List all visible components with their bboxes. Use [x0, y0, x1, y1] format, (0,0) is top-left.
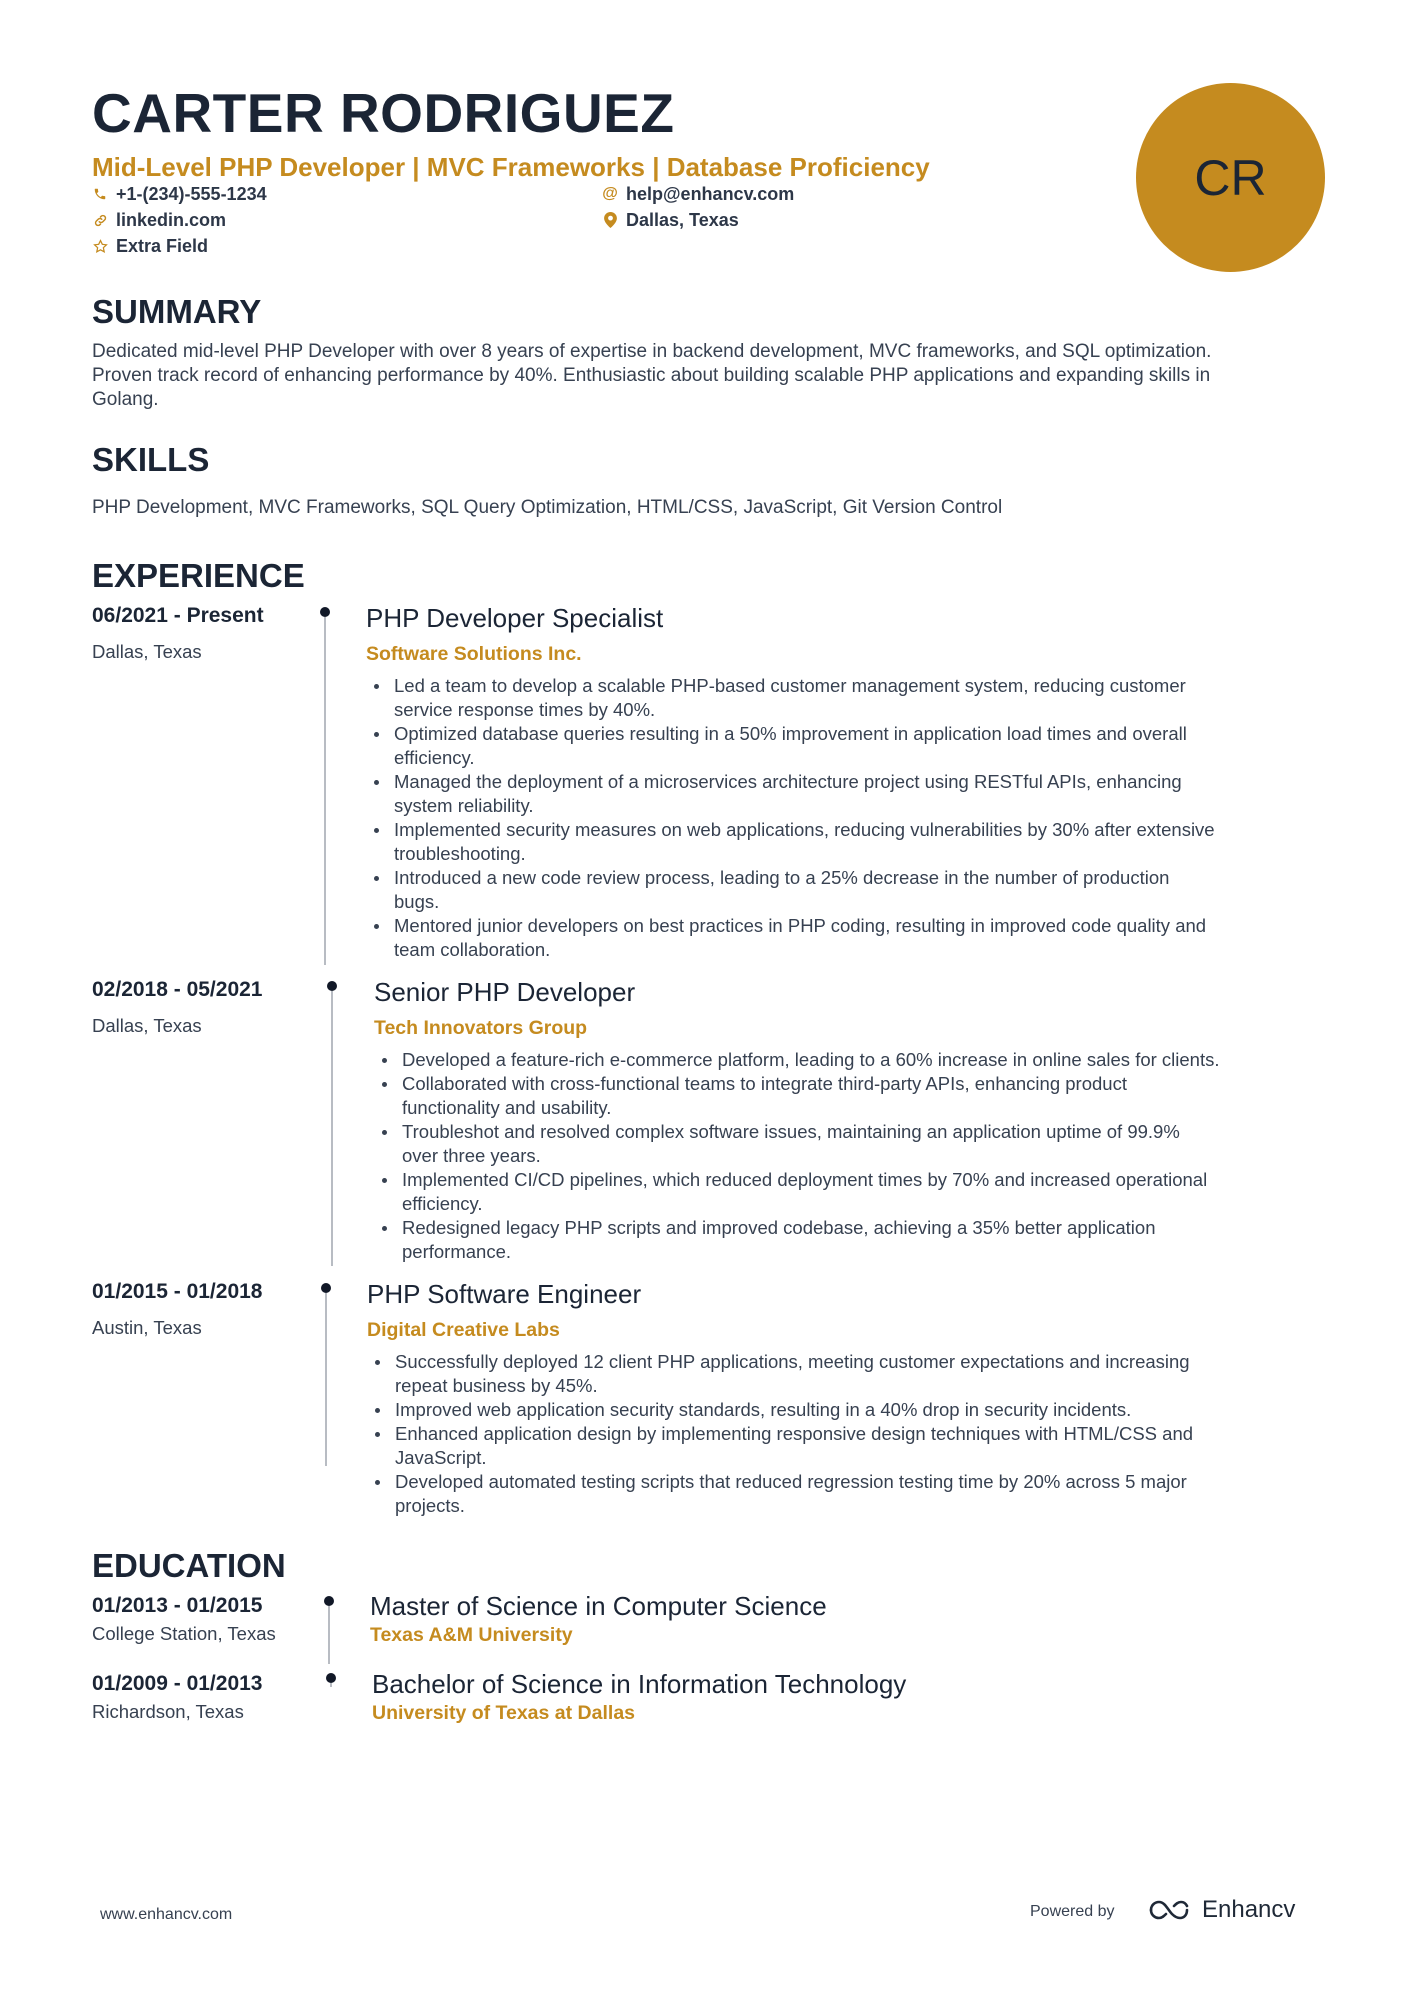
education-location: Richardson, Texas: [92, 1701, 244, 1722]
brand-logo[interactable]: [1148, 1896, 1295, 1924]
contact-email[interactable]: [602, 182, 794, 206]
job-bullets: [374, 1048, 1336, 1264]
timeline-dot: [321, 1283, 331, 1293]
candidate-name: CARTER RODRIGUEZ: [92, 82, 675, 144]
job-role: PHP Software Engineer: [367, 1279, 642, 1309]
bullet-item: Developed automated testing scripts that reduced regression testing time by 20% across 5 major projects.: [367, 1470, 1335, 1518]
location-text: Dallas, Texas: [626, 210, 739, 230]
timeline-line: [331, 991, 333, 1266]
education-location: College Station, Texas: [92, 1623, 276, 1644]
bullet-item: Improved web application security standards, resulting in a 40% drop in security incidents.: [367, 1398, 1335, 1422]
education-school: University of Texas at Dallas: [372, 1702, 636, 1724]
bullet-item: Mentored junior developers on best practices in PHP coding, resulting in improved code quality and team collaboration.: [366, 914, 1336, 962]
job-location: Austin, Texas: [92, 1317, 202, 1338]
job-location: Dallas, Texas: [92, 1015, 202, 1036]
education-degree: Bachelor of Science in Information Technology: [372, 1669, 907, 1699]
bullet-item: Enhanced application design by implementing responsive design techniques with HTML/CSS and JavaScript.: [367, 1422, 1335, 1470]
footer-url[interactable]: www.enhancv.com: [100, 1906, 233, 1923]
timeline-line: [328, 1606, 330, 1664]
contact-linkedin[interactable]: [92, 208, 226, 232]
timeline-dot: [326, 1673, 336, 1683]
enhancv-logo-icon: [1148, 1898, 1194, 1922]
education-school: Texas A&M University: [370, 1624, 573, 1646]
phone-text: +1-(234)-555-1234: [116, 184, 267, 204]
link-icon: [92, 212, 108, 228]
timeline-line: [324, 617, 326, 965]
bullet-item: Collaborated with cross-functional teams to integrate third-party APIs, enhancing product functionality and usability.: [374, 1072, 1336, 1120]
contact-location: [602, 208, 739, 232]
location-pin-icon: [602, 212, 618, 228]
summary-line: Dedicated mid-level PHP Developer with over 8 years of expertise in backend development, MVC frameworks, and SQL optimization.: [92, 341, 1212, 362]
contact-phone[interactable]: [92, 182, 267, 206]
avatar-initials: CR: [1194, 149, 1267, 206]
job-dates: 02/2018 - 05/2021: [92, 978, 263, 1001]
education-degree: Master of Science in Computer Science: [370, 1591, 827, 1621]
linkedin-text: linkedin.com: [116, 210, 227, 230]
bullet-item: Introduced a new code review process, leading to a 25% decrease in the number of production bugs.: [366, 866, 1336, 914]
summary-heading: SUMMARY: [92, 293, 262, 330]
job-location: Dallas, Texas: [92, 641, 202, 662]
timeline-dot: [320, 607, 330, 617]
bullet-item: Optimized database queries resulting in a 50% improvement in application load times and overall efficiency.: [366, 722, 1336, 770]
job-role: PHP Developer Specialist: [366, 603, 664, 633]
email-text: help@enhancv.com: [626, 184, 795, 204]
bullet-item: Implemented security measures on web applications, reducing vulnerabilities by 30% after extensive troubleshooting.: [366, 818, 1336, 866]
timeline-line: [330, 1683, 332, 1687]
bullet-item: Successfully deployed 12 client PHP applications, meeting customer expectations and increasing repeat business by 45%.: [367, 1350, 1335, 1398]
education-meta: [92, 1592, 276, 1646]
extra-text: Extra Field: [116, 236, 209, 256]
powered-by-label: Powered by: [1030, 1903, 1115, 1920]
bullet-item: Implemented CI/CD pipelines, which reduced deployment times by 70% and increased operational efficiency.: [374, 1168, 1336, 1216]
job-company: Digital Creative Labs: [367, 1319, 560, 1341]
bullet-item: Redesigned legacy PHP scripts and improved codebase, achieving a 35% better application performance.: [374, 1216, 1336, 1264]
brand-name: Enhancv: [1202, 1896, 1296, 1923]
job-meta: [92, 1278, 262, 1340]
job-bullets: [366, 674, 1336, 962]
bullet-item: Led a team to develop a scalable PHP-based customer management system, reducing customer service response times by 40%.: [366, 674, 1336, 722]
education-heading: EDUCATION: [92, 1547, 286, 1584]
timeline-dot: [324, 1596, 334, 1606]
education-dates: 01/2009 - 01/2013: [92, 1672, 263, 1695]
at-icon: @: [602, 185, 618, 202]
summary-text: [92, 340, 1332, 412]
avatar: [1136, 83, 1325, 272]
experience-heading: EXPERIENCE: [92, 557, 305, 594]
job-meta: [92, 602, 264, 664]
summary-line: Golang.: [92, 389, 159, 410]
candidate-title: Mid-Level PHP Developer | MVC Frameworks | Database Proficiency: [92, 152, 930, 182]
bullet-item: Troubleshot and resolved complex software issues, maintaining an application uptime of 99.9% over three years.: [374, 1120, 1336, 1168]
job-role: Senior PHP Developer: [374, 977, 636, 1007]
summary-line: Proven track record of enhancing performance by 40%. Enthusiastic about building scalable PHP applications and expanding skills in: [92, 365, 1211, 386]
timeline-dot: [327, 981, 337, 991]
timeline-line: [325, 1293, 327, 1466]
job-bullets: [367, 1350, 1335, 1518]
education-meta: [92, 1670, 262, 1724]
job-dates: 06/2021 - Present: [92, 604, 264, 627]
job-dates: 01/2015 - 01/2018: [92, 1280, 263, 1303]
bullet-item: Managed the deployment of a microservices architecture project using RESTful APIs, enhancing system reliability.: [366, 770, 1336, 818]
bullet-item: Developed a feature-rich e-commerce platform, leading to a 60% increase in online sales for clients.: [374, 1048, 1336, 1072]
phone-icon: [92, 186, 108, 202]
job-meta: [92, 976, 262, 1038]
star-icon: [92, 238, 108, 254]
job-company: Software Solutions Inc.: [366, 643, 582, 665]
skills-heading: SKILLS: [92, 441, 210, 478]
contact-extra: [92, 234, 208, 258]
job-company: Tech Innovators Group: [374, 1017, 588, 1039]
education-dates: 01/2013 - 01/2015: [92, 1594, 263, 1617]
skills-text: PHP Development, MVC Frameworks, SQL Query Optimization, HTML/CSS, JavaScript, Git Version Control: [92, 497, 1003, 518]
